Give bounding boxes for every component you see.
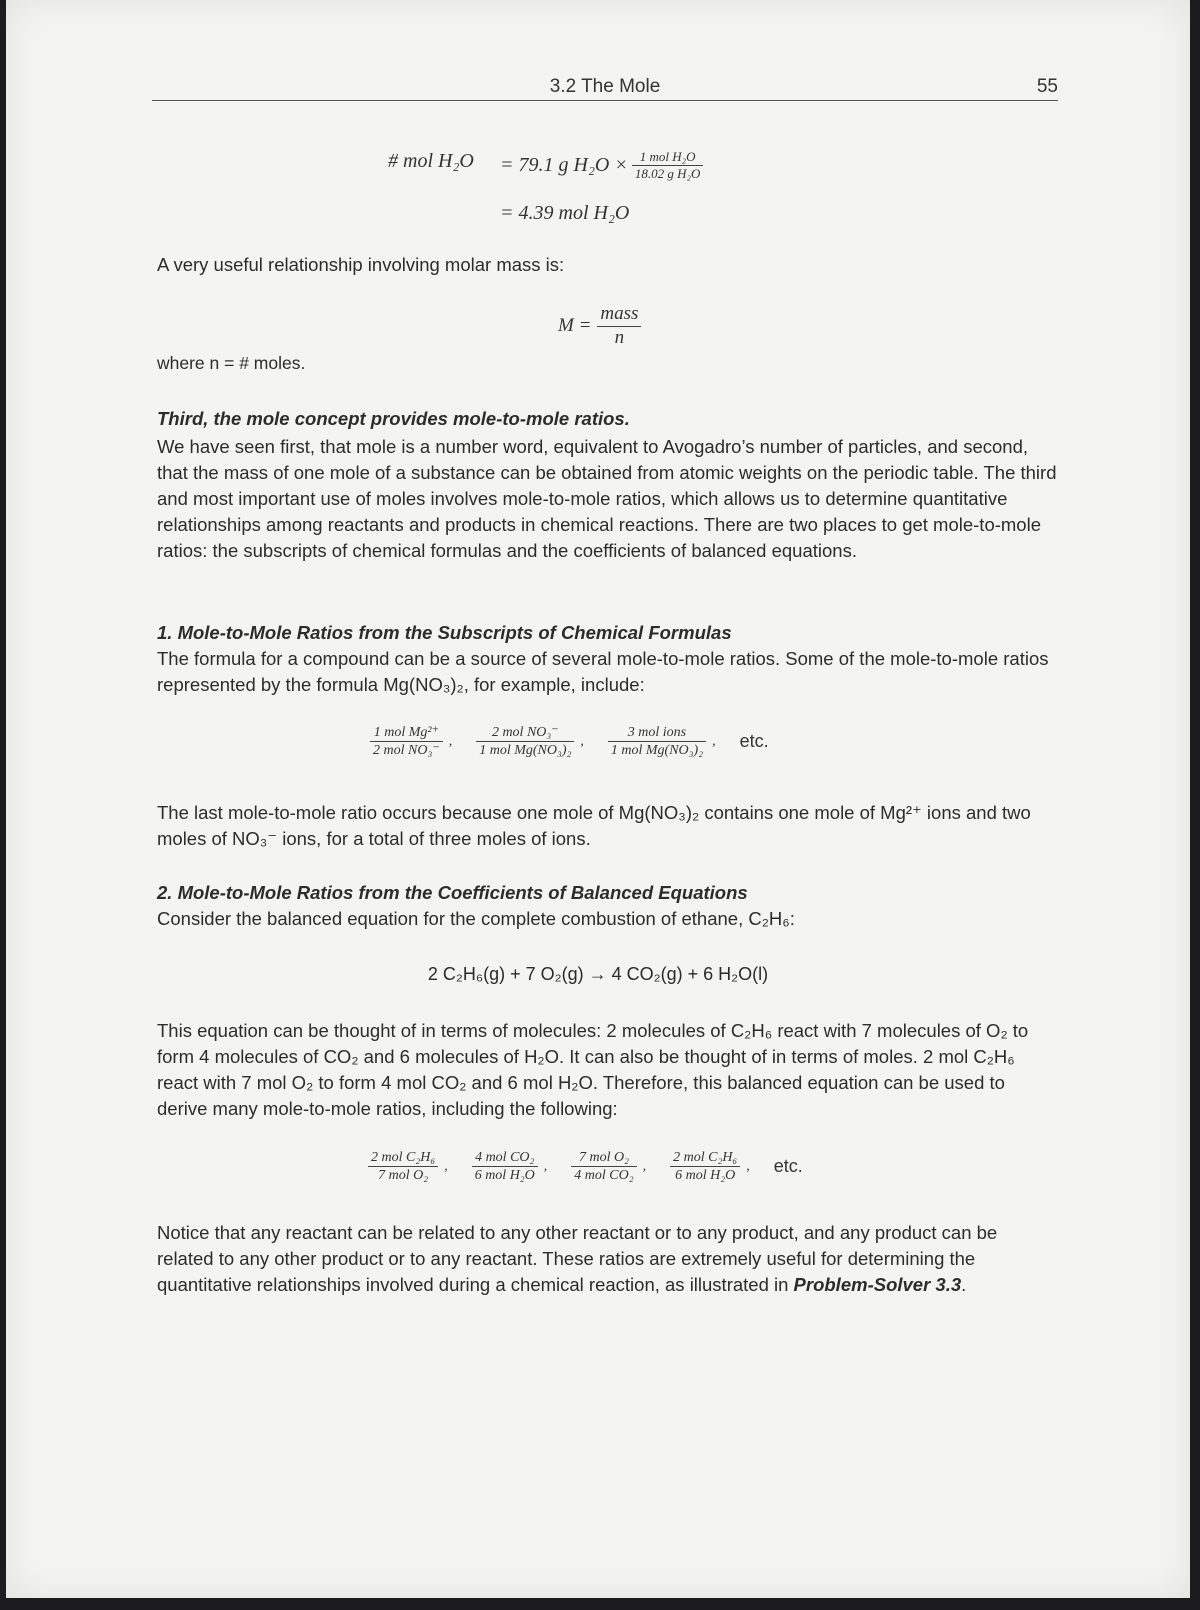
ratio-denominator: 1 mol Mg(NO₃)₂	[610, 743, 704, 759]
fraction-denominator: 18.02 g H₂O	[634, 166, 701, 182]
section2-paragraph: Consider the balanced equation for the complete combustion of ethane, C₂H₆:	[157, 908, 795, 929]
molar-mass-formula	[558, 304, 641, 349]
running-header	[152, 74, 1058, 101]
notice-text: Notice that any reactant can be related to any other reactant or to any product, and any product can be related to any other product or to any reactant. These ratios are extremely useful for determining the quantitative relationships involved during a chemical reaction, as illustrated in	[157, 1222, 998, 1295]
ratio-fraction	[368, 1150, 438, 1184]
separator: ,	[543, 1158, 548, 1174]
ratio-fraction	[370, 725, 443, 759]
separator: ,	[580, 733, 584, 749]
third-paragraph: We have seen first, that mole is a number word, equivalent to Avogadro’s number of particles, and second, that the mass of one mole of a substance can be obtained from atomic weights on the periodic table. The third and most important use of moles involves mole-to-mole ratios, which allows us to determine quantitative relationships among reactants and products in chemical reactions. There are two places to get mole-to-mole ratios: the subscripts of chemical formulas and the coefficients of balanced equations.	[157, 436, 1057, 561]
formula-numerator: mass	[597, 304, 641, 327]
problem-solver-link[interactable]: Problem-Solver 3.3	[793, 1274, 962, 1295]
ratio-denominator: 4 mol CO₂	[574, 1168, 634, 1184]
ratio-numerator: 7 mol O₂	[571, 1150, 636, 1167]
ratio-numerator: 1 mol Mg²⁺	[370, 725, 443, 742]
section-title: 3.2 The Mole	[549, 76, 661, 97]
ratio-numerator: 2 mol C₂H₆	[368, 1150, 438, 1167]
ratio-fraction	[608, 725, 706, 759]
page-number: 55	[1036, 76, 1058, 97]
section2-heading: 2. Mole-to-Mole Ratios from the Coefficients of Balanced Equations	[157, 882, 748, 903]
separator: ,	[448, 733, 453, 749]
etc-label: etc.	[773, 1156, 803, 1177]
separator: ,	[712, 733, 716, 749]
section1-after: The last mole-to-mole ratio occurs because one mole of Mg(NO₃)₂ contains one mole of Mg²⁺ ions and two moles of NO₃⁻ ions, for a total of three moles of ions.	[157, 802, 1031, 849]
notice-end: .	[961, 1274, 967, 1295]
equation-lhs: # mol H₂O	[388, 150, 474, 172]
separator: ,	[642, 1158, 647, 1174]
where-n-note: where n = # moles.	[157, 353, 306, 373]
combustion-equation: 2 C₂H₆(g) + 7 O₂(g) → 4 CO₂(g) + 6 H₂O(l)	[427, 964, 769, 984]
section1-heading: 1. Mole-to-Mole Ratios from the Subscripts of Chemical Formulas	[157, 622, 732, 643]
ratio-denominator: 2 mol NO₃⁻	[373, 743, 440, 759]
section1-paragraph: The formula for a compound can be a source of several mole-to-mole ratios. Some of the mole-to-mole ratios represented by the formula Mg(NO₃)₂, for example, include:	[157, 648, 1049, 695]
ratio-numerator: 3 mol ions	[608, 725, 706, 742]
separator: ,	[444, 1158, 448, 1174]
ratio-denominator: 6 mol H₂O	[474, 1168, 535, 1184]
molar-intro: A very useful relationship involving molar mass is:	[157, 254, 565, 275]
ratio-fraction	[476, 725, 574, 759]
ratio-fraction	[670, 1150, 740, 1184]
third-heading: Third, the mole concept provides mole-to-mole ratios.	[157, 408, 630, 429]
equation-ratios	[368, 1150, 803, 1184]
ratio-numerator: 2 mol NO₃⁻	[476, 725, 574, 742]
ratio-numerator: 2 mol C₂H₆	[670, 1150, 740, 1167]
document-page[interactable]	[6, 0, 1190, 1598]
section2-explanation: This equation can be thought of in terms of molecules: 2 molecules of C₂H₆ react with 7 molecules of O₂ to form 4 molecules of CO₂ and 6 molecules of H₂O. It can also be thought of in terms of moles. 2 mol C₂H₆ react with 7 mol O₂ to form 4 mol CO₂ and 6 mol H₂O. Therefore, this balanced equation can be used to derive many mole-to-mole ratios, including the following:	[157, 1020, 1029, 1119]
notice-paragraph	[157, 1220, 1057, 1298]
equation-result: = 4.39 mol H₂O	[500, 202, 630, 224]
separator: ,	[746, 1158, 750, 1174]
ratio-denominator: 7 mol O₂	[378, 1168, 429, 1184]
equation-rhs-text: = 79.1 g H₂O ×	[500, 154, 628, 177]
reader-screen	[6, 0, 1190, 1598]
ratio-denominator: 6 mol H₂O	[675, 1168, 736, 1184]
formula-ratios	[370, 725, 769, 759]
ratio-fraction	[571, 1150, 636, 1184]
ratio-denominator: 1 mol Mg(NO₃)₂	[479, 743, 572, 759]
ratio-numerator: 4 mol CO₂	[472, 1150, 538, 1167]
formula-lhs: M =	[558, 315, 592, 337]
formula-denominator: n	[614, 326, 625, 348]
ratio-fraction	[472, 1150, 538, 1184]
equation-rhs	[500, 150, 703, 182]
conversion-fraction	[632, 150, 704, 182]
fraction-numerator: 1 mol H₂O	[632, 150, 704, 166]
formula-fraction	[597, 304, 641, 349]
etc-label: etc.	[739, 731, 769, 752]
